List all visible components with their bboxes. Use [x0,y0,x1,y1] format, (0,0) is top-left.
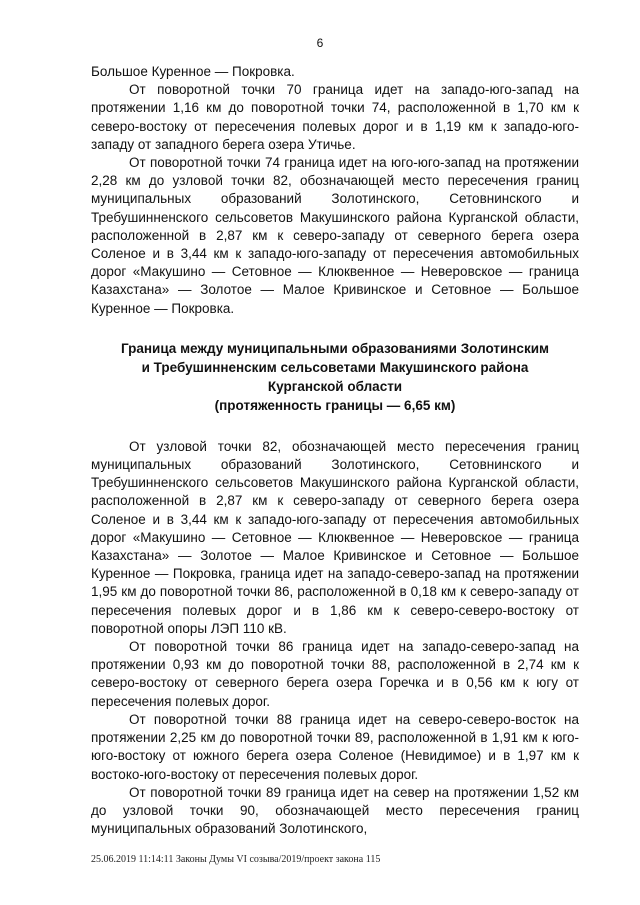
paragraph: Большое Куренное — Покровка. [91,64,295,79]
paragraph: От поворотной точки 88 граница идет на северо-северо-восток на протяжении 2,25 км до поворотной точки 89, расположенной в 1,91 км к юго-юго-востоку от южного берега озера Соленое (Невидимое) и в 1,97 км к востоко-юго-востоку от пересечения полевых дорог. [91,711,579,782]
section-heading [91,339,579,415]
paragraph: От поворотной точки 89 граница идет на север на протяжении 1,52 км до узловой точки 90, обозначающей место пересечения границ муниципальных образований Золотинского, [91,784,579,837]
heading-line: Граница между муниципальными образованиями Золотинским [121,340,549,356]
paragraph: От поворотной точки 86 граница идет на западо-северо-запад на протяжении 0,93 км до поворотной точки 88, расположенной в 2,74 км к северо-востоку от северного берега озера Горечка и в 0,56 км к югу от пересечения полевых дорог. [91,639,579,709]
page-number: 6 [316,36,324,50]
heading-length-line: (протяженность границы — 6,65 км) [214,397,456,413]
heading-line: и Требушинненским сельсоветами Макушинского района [141,359,529,375]
footer-stamp: 25.06.2019 11:14:11 Законы Думы VI созыва/2019/проект закона 115 [91,854,381,865]
paragraph: От узловой точки 82, обозначающей место пересечения границ муниципальных образований Золотинского, Сетовнинского и Требушинненского сельсоветов Макушинского района Курганской области, расположенной в 2,87 км к северо-западу от северного берега озера Соленое и в 3,44 км к западо-юго-западу от пересечения автомобильных дорог «Макушино — Сетовное — Клюквенное — Неверовское — граница Казахстана» — Золотое — Малое Кривинское и Сетовное — Большое Куренное — Покровка, граница идет на западо-северо-запад на протяжении 1,95 км до поворотной точки 86, расположенной в 0,18 км к северо-западу от пересечения полевых дорог и в 1,86 км к северо-северо-востоку от поворотной опоры ЛЭП 110 кВ. [91,438,579,636]
document-body [91,63,579,838]
paragraph: От поворотной точки 70 граница идет на западо-юго-запад на протяжении 1,16 км до поворотной точки 74, расположенной в 1,70 км к северо-востоку от пересечения полевых дорог и в 1,19 км к западо-юго-западу от западного берега озера Утичье. [91,82,579,152]
paragraph: От поворотной точки 74 граница идет на юго-юго-запад на протяжении 2,28 км до узловой точки 82, обозначающей место пересечения границ муниципальных образований Золотинского, Сетовнинского и Требушинненского сельсоветов Макушинского района Курганской области, расположенной в 2,87 км к северо-западу от северного берега озера Соленое и в 3,44 км к западо-юго-западу от пересечения автомобильных дорог «Макушино — Сетовное — Клюквенное — Неверовское — граница Казахстана» — Золотое — Малое Кривинское и Сетовное — Большое Куренное — Покровка. [91,155,579,316]
heading-line: Курганской области [267,378,403,394]
